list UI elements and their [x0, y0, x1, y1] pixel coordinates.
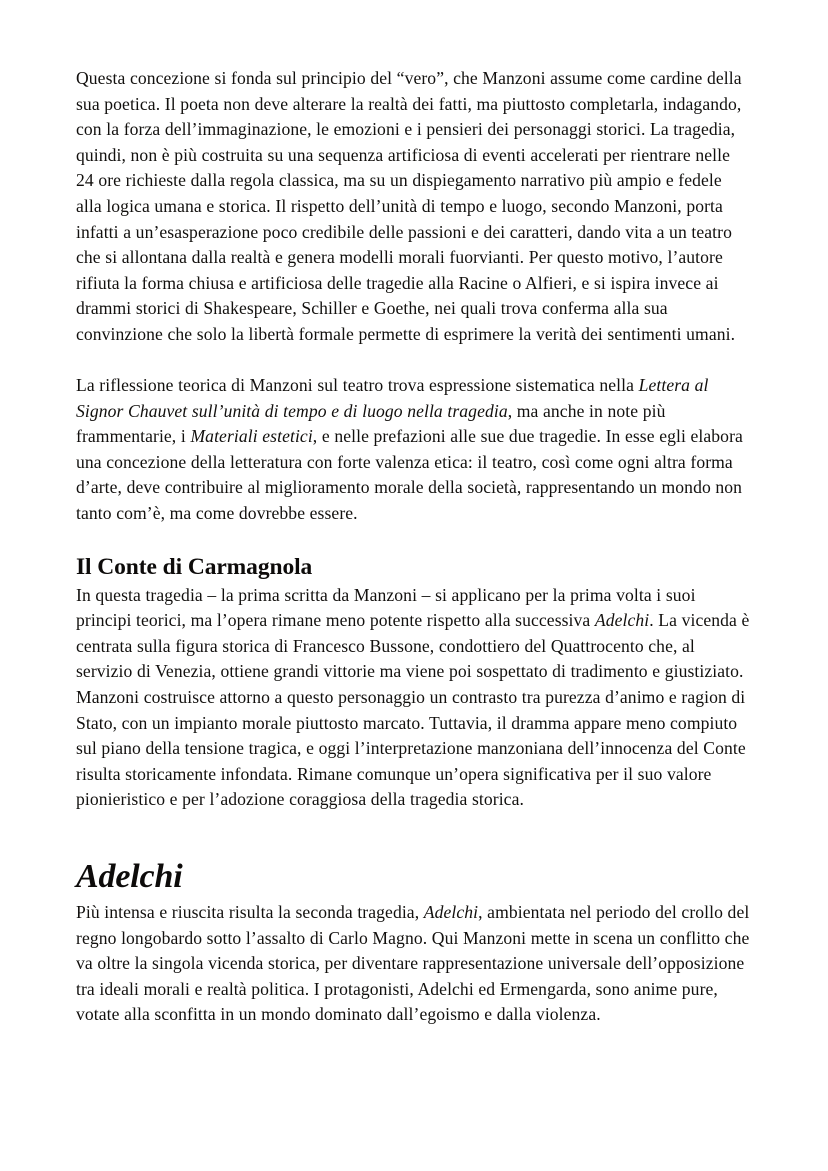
text-run: . La vicenda è centrata sulla figura storica di Francesco Bussone, condottiero del Quattrocento che, al servizio di Venezia, ottiene grandi vittorie ma viene poi sospettato di tradimento e giustiziato. Manzoni costruisce attorno a questo personaggio un contrasto tra purezza d’animo e ragion di Stato, con un impianto morale piuttosto marcato. Tuttavia, il dramma appare meno compiuto sul piano della tensione tragica, e oggi l’interpretazione manzoniana dell’innocenza del Conte risulta storicamente infondata. Rimane comunque un’opera significativa per il suo valore pionieristico e per l’adozione coraggiosa della tragedia storica. [76, 610, 750, 810]
italic-title-run: Adelchi [594, 610, 650, 631]
text-run: , e nelle prefazioni alle sue due tragedie. In esse egli elabora una concezione della letteratura con forte valenza etica: il teatro, così come ogni altra forma d’arte, deve contribuire al miglioramento morale della società, rappresentando un mondo non tanto com’è, ma come dovrebbe essere. [76, 426, 743, 523]
text-column [76, 66, 752, 1028]
paragraph-adelchi-body [76, 900, 752, 1028]
text-run: Questa concezione si fonda sul principio del “vero”, che Manzoni assume come cardine della sua poetica. Il poeta non deve alterare la realtà dei fatti, ma piuttosto completarla, indagando, con la forza dell’immaginazione, le emozioni e i pensieri dei personaggi storici. La tragedia, quindi, non è più costruita su una sequenza artificiosa di eventi accelerati per rientrare nelle 24 ore richieste dalla regola classica, ma su un dispiegamento narrativo più ampio e fedele alla logica umana e storica. Il rispetto dell’unità di tempo e luogo, secondo Manzoni, porta infatti a un’esasperazione poco credibile delle passioni e dei caratteri, dando vita a un teatro che si allontana dalla realtà e genera modelli morali fuorvianti. Per questo motivo, l’autore rifiuta la forma chiusa e artificiosa delle tragedie alla Racine o Alfieri, e si ispira invece ai drammi storici di Shakespeare, Schiller e Goethe, nei quali trova conferma alla sua convinzione che solo la libertà formale permette di esprimere la verità dei sentimenti umani. [76, 68, 742, 344]
paragraph-vero-principio [76, 66, 752, 348]
heading-adelchi: Adelchi [76, 857, 183, 895]
text-run: Più intensa e riuscita risulta la seconda tragedia, [76, 901, 424, 922]
text-run: , ma anche in note più frammentarie, i [76, 400, 666, 447]
heading-il-conte-di-carmagnola: Il Conte di Carmagnola [76, 553, 313, 580]
text-run: , ambientata nel periodo del crollo del regno longobardo sotto l’assalto di Carlo Magno. Qui Manzoni mette in scena un conflitto che va oltre la singola vicenda storica, per diventare rappresentazione universale dell’opposizione tra ideali morali e realtà politica. I protagonisti, Adelchi ed Ermengarda, sono anime pure, votate alla sconfitta in un mondo dominato dall’egoismo e dalla violenza. [76, 901, 750, 1025]
italic-title-run: Materiali estetici [190, 426, 313, 447]
text-run: La riflessione teorica di Manzoni sul teatro trova espressione sistematica nella [76, 375, 639, 396]
text-run: In questa tragedia – la prima scritta da Manzoni – si applicano per la prima volta i suoi principi teorici, ma l’opera rimane meno potente rispetto alla successiva [76, 584, 696, 631]
paragraph-riflessione-teorica [76, 373, 752, 527]
italic-title-run: Lettera al Signor Chauvet sull’unità di tempo e di luogo nella tragedia [76, 375, 709, 421]
paragraph-carmagnola-body [76, 583, 752, 813]
italic-title-run: Adelchi [423, 901, 479, 922]
